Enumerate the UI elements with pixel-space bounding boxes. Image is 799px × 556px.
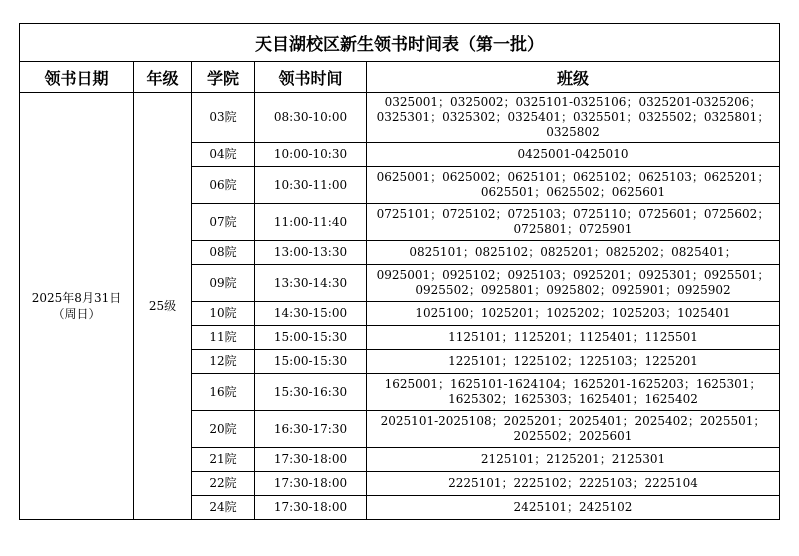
- time-cell: 14:30-15:00: [255, 302, 367, 326]
- classes-cell: 2225101；2225102；2225103；2225104: [367, 472, 780, 496]
- grade-cell: 25级: [134, 93, 192, 520]
- table-row: [20, 93, 780, 143]
- college-cell: 21院: [192, 448, 255, 472]
- time-cell: 13:00-13:30: [255, 241, 367, 265]
- time-cell: 08:30-10:00: [255, 93, 367, 143]
- classes-cell: 0925001；0925102；0925103；0925201；0925301；0925501；0925502；0925801；0925802；0925901；0925902: [367, 265, 780, 302]
- table-title: 天目湖校区新生领书时间表（第一批）: [20, 24, 780, 62]
- time-cell: 10:30-11:00: [255, 167, 367, 204]
- classes-cell: 1125101；1125201；1125401；1125501: [367, 326, 780, 350]
- time-cell: 15:00-15:30: [255, 326, 367, 350]
- classes-cell: 1025100；1025201；1025202；1025203；1025401: [367, 302, 780, 326]
- college-cell: 08院: [192, 241, 255, 265]
- classes-cell: 2025101-2025108；2025201；2025401；2025402；2025501；2025502；2025601: [367, 411, 780, 448]
- header-classes: 班级: [367, 62, 780, 93]
- date-cell: [20, 93, 134, 520]
- header-date: 领书日期: [20, 62, 134, 93]
- college-cell: 04院: [192, 143, 255, 167]
- header-college: 学院: [192, 62, 255, 93]
- classes-cell: 2125101；2125201；2125301: [367, 448, 780, 472]
- time-cell: 17:30-18:00: [255, 496, 367, 520]
- time-cell: 15:00-15:30: [255, 350, 367, 374]
- college-cell: 24院: [192, 496, 255, 520]
- time-cell: 11:00-11:40: [255, 204, 367, 241]
- header-time: 领书时间: [255, 62, 367, 93]
- classes-cell: 0825101；0825102；0825201；0825202；0825401；: [367, 241, 780, 265]
- time-cell: 15:30-16:30: [255, 374, 367, 411]
- schedule-table: [19, 23, 780, 520]
- classes-cell: 1625001；1625101-1624104；1625201-1625203；1625301；1625302；1625303；1625401；1625402: [367, 374, 780, 411]
- college-cell: 03院: [192, 93, 255, 143]
- college-cell: 16院: [192, 374, 255, 411]
- classes-cell: 1225101；1225102；1225103；1225201: [367, 350, 780, 374]
- college-cell: 10院: [192, 302, 255, 326]
- college-cell: 09院: [192, 265, 255, 302]
- college-cell: 11院: [192, 326, 255, 350]
- date-text: 2025年8月31日: [31, 291, 122, 305]
- header-grade: 年级: [134, 62, 192, 93]
- classes-cell: 0325001；0325002；0325101-0325106；0325201-0325206；0325301；0325302；0325401；0325501；0325502；0325801；0325802: [367, 93, 780, 143]
- classes-cell: 0725101；0725102；0725103；0725110；0725601；0725602；0725801；0725901: [367, 204, 780, 241]
- time-cell: 17:30-18:00: [255, 472, 367, 496]
- college-cell: 07院: [192, 204, 255, 241]
- time-cell: 16:30-17:30: [255, 411, 367, 448]
- college-cell: 22院: [192, 472, 255, 496]
- classes-cell: 0625001；0625002；0625101；0625102；0625103；0625201；0625501；0625502；0625601: [367, 167, 780, 204]
- time-cell: 13:30-14:30: [255, 265, 367, 302]
- college-cell: 20院: [192, 411, 255, 448]
- college-cell: 12院: [192, 350, 255, 374]
- college-cell: 06院: [192, 167, 255, 204]
- time-cell: 10:00-10:30: [255, 143, 367, 167]
- classes-cell: 0425001-0425010: [367, 143, 780, 167]
- time-cell: 17:30-18:00: [255, 448, 367, 472]
- classes-cell: 2425101；2425102: [367, 496, 780, 520]
- weekday-text: （周日）: [52, 307, 101, 321]
